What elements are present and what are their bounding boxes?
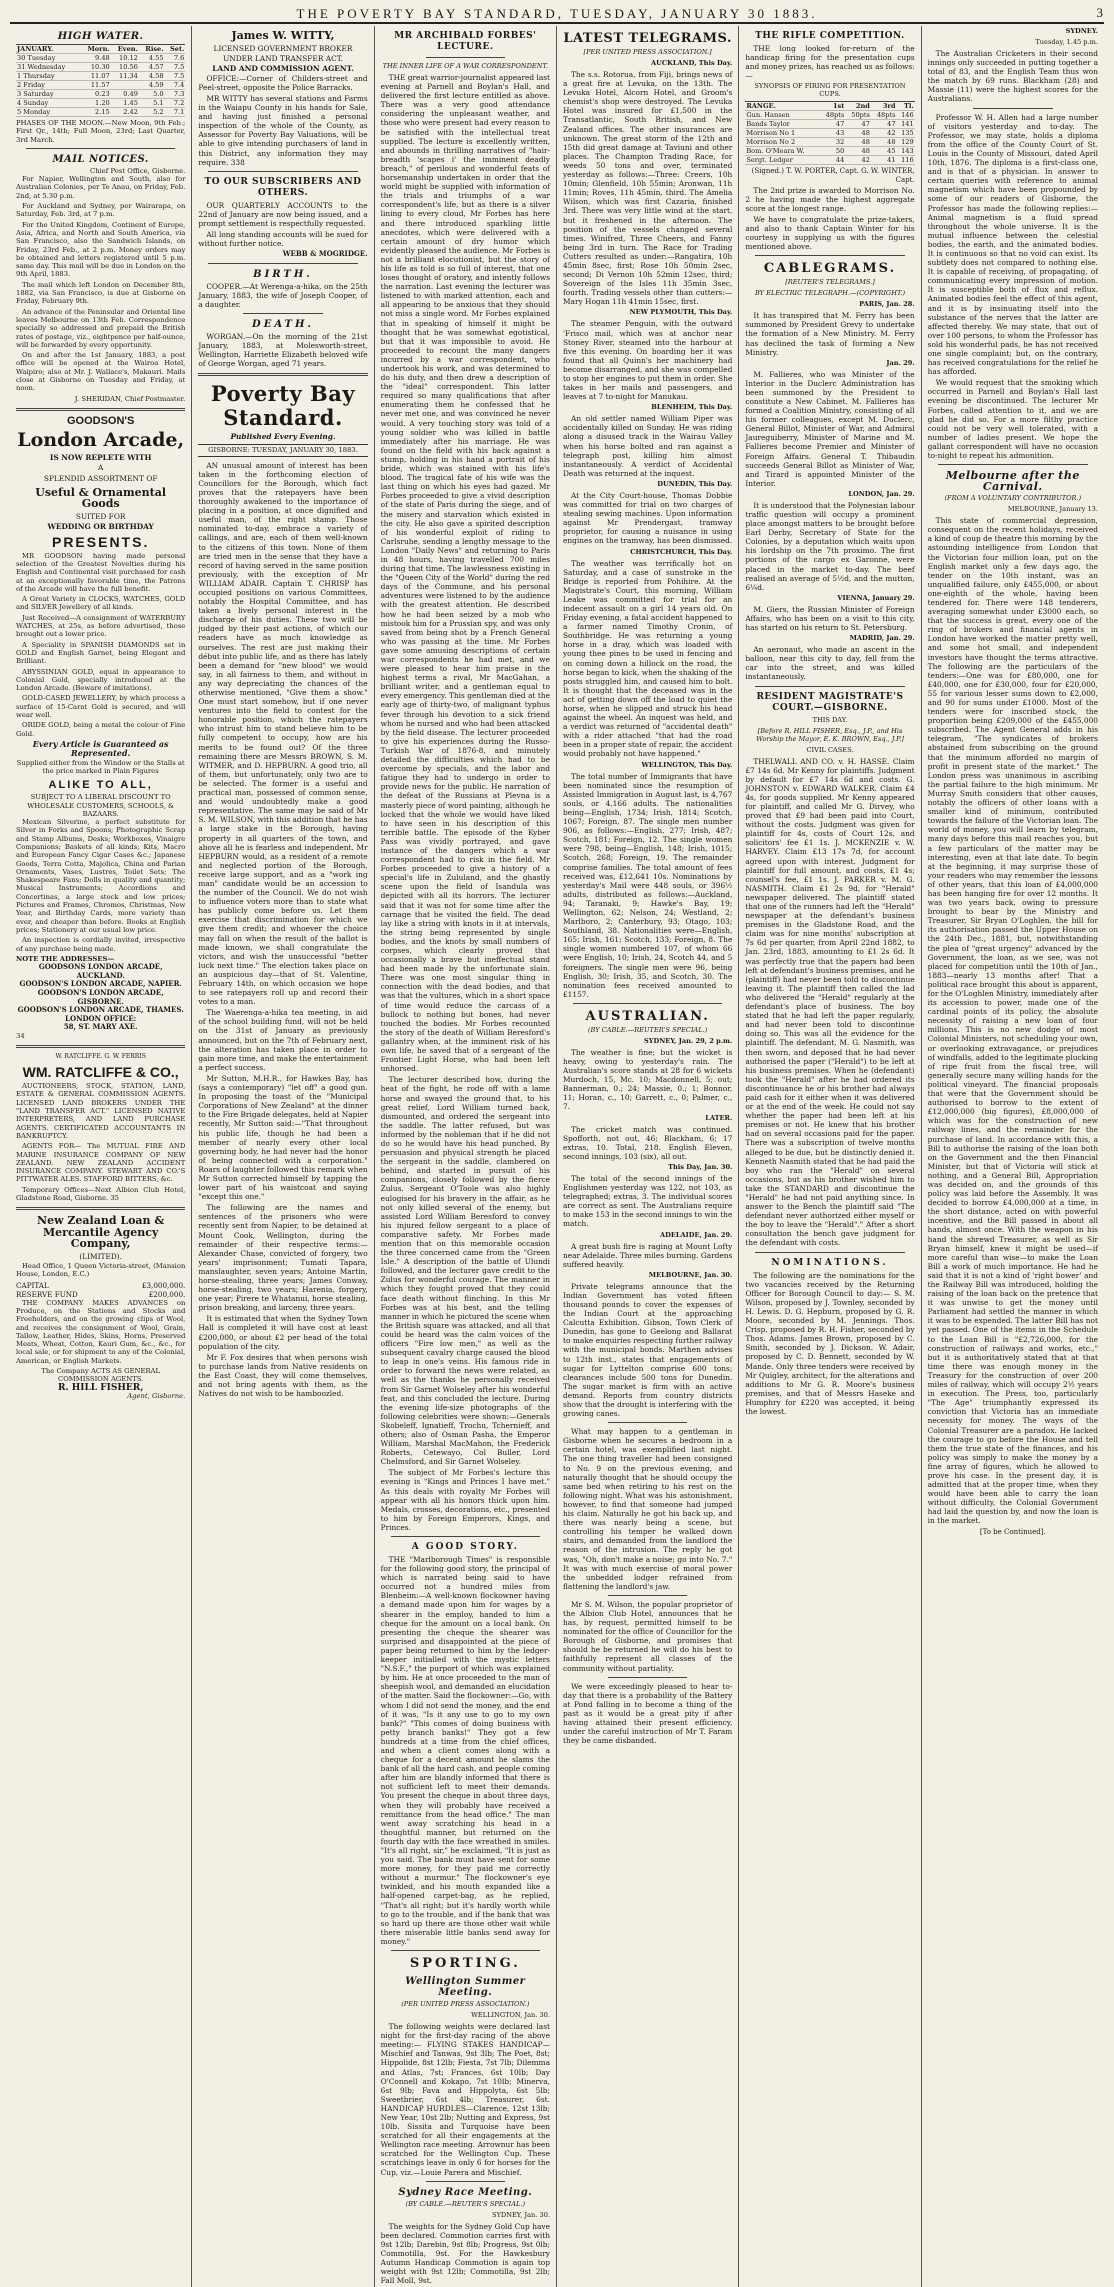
leader-paragraph: The Waerenga-a-hika tea meeting, in aid of the school building fund, will not be held on the 31st of January as previously announced, but on the 7th of February next, the alteration has taken place in order to gain more time, and make the entertainment a perfect success.	[198, 1008, 368, 1072]
table-cell: 45	[871, 147, 897, 156]
table-cell: 5.2	[139, 108, 165, 117]
rifle-competition-heading: THE RIFLE COMPETITION.	[755, 31, 905, 41]
column-2	[192, 26, 374, 2287]
australian-dateline: SYDNEY, Jan. 29, 2 p.m.	[644, 1036, 733, 1045]
page-number: 3	[1096, 5, 1104, 20]
table-cell: 44	[820, 156, 846, 165]
nominations-body: The following are the nominations for the two vacancies received by the Returning Officer for Borough Council to day:— S. M. Wilson, proposed by J. Townley, seconded by H. Lewis. D. G. Hepburn, proposed by G. R. Moore, seconded by M. Jennings. Thos. Crisp, proposed by R. H. Fisher, seconded by Thos. Adams. James Brown, proposed by C. Smith, seconded by J. Dickson. W. Adair, proposed by C. D. Bennett, seconded by W. Mande. Only three tenders were received by Mr Quigley, architect, for the alterations and additions to Mr G. R. Moore's business premises, and that of Messrs Haseke and Humphry for £220 was accepted, it being the lowest.	[745, 1270, 915, 1416]
telegram-body: At the City Court-house, Thomas Dobbie was committed for trial on two charges of stealing sewing machines. Upon information against Mr Prendergast, tramway proprietor, for causing a nuisance in using engines on the tramway, has been dismissed.	[562, 490, 733, 546]
cablegram-dateline: PARIS, Jan. 28.	[859, 300, 915, 309]
goodson-london-address: 58, ST. MARY AXE.	[63, 1022, 138, 1032]
table-cell: 47	[820, 120, 846, 129]
goodson-assortment: SPLENDID ASSORTMENT OF	[43, 473, 158, 483]
sydney-dateline: SYDNEY.	[1065, 27, 1098, 35]
goodson-paragraph: MR GOODSON having made personal selection of the Greatest Novelties during his English and Continental visit purchased for cash at an exceptionally favorable time, the Patrons of the Arcade will have the full benefit.	[16, 551, 186, 593]
table-row	[16, 63, 185, 72]
ratcliffe-partners: W. RATCLIFFE. G. W. FERRIS	[55, 1053, 146, 1061]
rifle-signed: (Signed.) T. W. PORTER, Capt. G. W. WINTER, Capt.	[751, 167, 915, 185]
goodson-presents: PRESENTS.	[51, 533, 150, 550]
witty-office: OFFICE:—Corner of Childers-street and Peel-street, opposite the Police Barracks.	[198, 73, 368, 92]
rifle-results-table	[745, 101, 914, 165]
melbourne-dateline: MELBOURNE, January 13.	[1007, 505, 1098, 514]
goodson-occasions: WEDDING OR BIRTHDAY	[47, 521, 154, 531]
telegram-body: The steamer Penguin, with the outward 'Frisco mail, which was at anchor near Stoney River, steamed into the harbour at five this evening. On boarding her it was found that all Quinn's her machinery had become disarranged, and she was compelled to stop her engines to put them in order. She takes in her mails and passengers, and leaves at 7 to-night for Manukau.	[562, 319, 733, 402]
rifle-note: The 2nd prize is awarded to Morrison No. 2 he having made the highest aggregate score at the longest range.	[745, 185, 915, 213]
witty-role-2: UNDER LAND TRANSFER ACT.	[223, 53, 343, 63]
table-row	[745, 111, 914, 120]
divider	[573, 1003, 722, 1004]
rifle-header: Tl.	[897, 102, 915, 111]
cablegrams-sub-1: [REUTER'S TELEGRAMS.]	[785, 278, 875, 287]
telegram-dateline: CHRISTCHURCH, This Day.	[630, 547, 733, 556]
sydney-cricket-body: The Australian Cricketers in their second innings only succeeded in putting together a total of 83, and the English Team thus won the match by 69 runs. Blackham (28) and Massie (11) were the highest scores for the Australians.	[927, 49, 1098, 104]
mail-notice-paragraph: For Napier, Wellington and South, also for Australian Colonies, per Te Anau, on Friday, Feb. 2nd, at 5.30 p.m.	[16, 175, 186, 200]
rifle-header: 3rd	[871, 102, 897, 111]
table-row	[745, 156, 914, 165]
divider	[243, 313, 322, 314]
divider	[16, 1045, 185, 1048]
cablegram-dateline: Jan. 29.	[886, 358, 915, 367]
rifle-header: 1st	[820, 102, 846, 111]
wellington-meeting-body: The following weights were declared last night for the first-day racing of the above meeting:— FLYING STAKES HANDICAP—Mischief and Tanwas, 9st 3lb; The Poet, 8st; Hippolide, 8st 12lb; Fiesta, 7st 7lb; Dilemma and Atlas, 7st; Frances, 6st 10lb; Day O'Connell and Kokapo, 7st 10lb; Minerva, 6st 9lb; Fava and Hippolyta, 6st 5lb; Sweetbrier, 6st 4lb; Treasurer, 6st. HANDICAP HURDLES—Clarence, 12st 13lb; New Year, 10st 2lb; Nutting and Express, 9st 10lb. Sissita and Turquoise have been scratched for all their engagements at the Wellington race meeting. Arrownur has been scratched for the Wellington Cup. These scratchings leave in only 6 for horses for the Cup, viz.—Louie Parera and Mischief.	[380, 2022, 550, 2177]
goodson-stock: Mexican Silverine, a perfect substitute for Silver in Forks and Spoons; Photographic Scrap and Stamp Albums, Desks; Workboxes, Vinaigre Companions; Baskets of all kinds; Kits, Macro and European Fancy Cigar Cases &c.; Japanese Goods, Terra Cotta, Majolica, China and Parian Ornaments, Vases, Lustres, Toilet Sets; The Shakespeare Fans; Dolls in quality and quantity; Musical Instruments; Accordions and Concertinas, a large stock and low prices; Pictures and Frames, Chromos, Christmas, New Year, and Birthday Cards, more variety than ever, and cheaper than before. Books at English prices; Stationery at our usual low price.	[16, 818, 186, 934]
table-row	[745, 129, 914, 138]
leader-paragraph: AN unusual amount of interest has been taken in the forthcoming election of Councillors for the Borough, which fact proves that the ratepayers have been thoroughly awakened to the importance of placing in a position, at once dignified and useful man, of the right stamp. Those nominated to-day, embrace a variety of callings, and are, each of them well-known to the citizens of this town. None of them are tried men in the sense that they have a record of having served in the same position previously, with the exception of Mr WILLIAM ADAIR. Captain T. CHRISP has occupied positions on various Committees, notably the Hospital Committee, and has taken a lively personal interest in the discharge of his duties. These two will be judged by their past actions, of which our readers have as much knowledge as ourselves. The rest are just making their début into public life, and as there has lately been a demand for "new blood" we would say, in all fairness to them, and without in any way depreciating the chances of the otherwise mentioned, "Give them a show." One must start somehow, but if one never ventures into the field to contest for the honorable position, which the ratepayers who intrust him to stand believe him to be fully competent to occupy, how are his merits to be found out? Of the three remaining there are Messrs BROWN, S. M. WITMER, and D. HEPBURN. A good trio, all of them, but unfortunately, only two are to be selected. The former is a useful and practical man, possessed of common sense, and would undoubtedly make a good representative. The same may be said of Mr S. M. WILSON, with this addition that he has a large stake in the Borough, having property in all quarters of the town, and above all he is fearless and independent. Mr HEPBURN would, as a resident of a remote and neglected portion of the Borough, receive large support, and as a "work ing man" candidate would be an accession to the number of the Council. We do not wish to influence voters more than to state what has publicly come before us. Let them exercise that discrimination for which we give them credit; and whoever the choice may fall on when the result of the ballot is made known, we shall congratulate the victors, and wish the unsuccessful "better luck next time." The election takes place on an auspicious day—that of St. Valentine, February 14th, on which occasion we hope to see ratepayers roll up and record their votes to a man.	[198, 460, 368, 1007]
subscribers-body-2: All long standing accounts will be sued for without further notice.	[198, 230, 368, 249]
high-water-table	[16, 44, 185, 117]
table-cell: 1.45	[111, 99, 139, 108]
good-story-body: THE "Marlborough Times" is responsible for the following good story, the principal of which is narrated being said to have occurred not a hundred miles from Blenheim:—A well-known flockowner having a demand made upon him for wages by a shearer in the employ, handed to him a cheque for the amount on a local bank. On presenting the cheque the shearer was surprised and disappointed at the piece of paper being returned to him by the ledger-keeper initialled with the mystic letters "N.S.F.," the purport of which was explained by him. He at once proceeded to the man of sheepish wool, and demanded an elucidation of the matter. Said the flockowner:—Go, with whom I did not send the money, and the end of it was, "Is it any use to go to my own bank?" "This comes of doing business with petty branch banks!" They got a few hundreds at a time from the chief offices, and when a client comes along with a cheque for a decent amount he slams the bank of all the hard cash, and people coming after him are blandly informed that there is not sufficient left to meet their demands. You present the cheque in about three days, when they will probably have received a remittance from the head office." The man went away scratching his head in a thoughtful manner, but returned on the fourth day with the face wreathed in smiles. "It's all right, sir," he exclaimed, "It is just as you said. The bank must have sent for some more money, for they paid me correctly without a murmur." The flockowner's eye twinkled, and his mouth expanded like a half-opened carpet-bag, as he replied, "That's all right; but it's hardly worth while to go to the trouble, and if the bank that was so hard up there are those other wait while there miserable little banks send away for money."	[380, 1555, 550, 1946]
column-1	[10, 26, 192, 2287]
table-cell: 4.58	[139, 72, 165, 81]
court-heading: RESIDENT MAGISTRATE'S COURT.—GISBORNE.	[756, 691, 904, 713]
goodson-proprietor: GOODSON'S	[66, 414, 135, 427]
high-water-heading: HIGH WATER.	[57, 31, 144, 42]
australian-body: We were exceedingly pleased to hear to-day that there is a probability of the Battery at Pond falling in to become a thing of the past as it would be a great pity if after having attained their present efficiency, under the careful instruction of Mr T. Faram they be came disbanded.	[562, 1681, 733, 1746]
table-cell: 7.5	[165, 72, 186, 81]
goodson-london-office: LONDON OFFICE:	[65, 1013, 137, 1023]
reserve-value: £200,000.	[148, 1289, 186, 1299]
goodson-ad-number: 34	[16, 1031, 25, 1040]
table-cell: Sergt. Ledger	[745, 156, 819, 165]
leader-paragraph: Mr F. Fox desires that when persons wish to purchase lands from Native residents on the East Coast, they will come themselves, and not bring agents with them, as the Natives do not wish to be hamboozled.	[198, 1352, 368, 1399]
rifle-intro: THE long looked for-return of the handicap firing for the presentation cups and money prizes, has reached us as follows:—	[745, 44, 915, 81]
australian-body: What may happen to a gentleman in Gisborne when he secures a bedroom in a certain hotel, was exemplified last night. The one thing traveller had been consigned to No. 9 on the previous evening, and naturally thought that he should occupy the same bed when retiring to his rest on the following night. What was his astonishment, however, to find that someone had jumped his claim. Naturally he got his back up, and there was nearly being a scene, but controlling his temper he walked down stairs, and demanded from the landlord the reason of the intrusion. The reply he got was, "Oh, don't make a noise; go into No. 7." It was with much exercise of moral power the unbedded lodger refrained from flattening the landlord's jaw.	[562, 1427, 733, 1591]
high-water-header: Rise.	[139, 45, 165, 54]
death-body: WORGAN.—On the morning of the 21st January, 1883, at Molesworth-street, Wellington, Harriette Elizabeth beloved wife of George Worgan, aged 71 years.	[198, 332, 368, 369]
australian-dateline: This Day, Jan. 30.	[668, 1162, 733, 1171]
high-water-header: JANUARY.	[16, 45, 80, 54]
table-cell: 7.3	[165, 90, 186, 99]
mail-notice-paragraph: On and after the 1st January, 1883, a post office will be opened at the Wairoa Hotel, Waipiro; also at Mr. J. Wallace's, Makauri. Mails close at Gisborne on Tuesday and Friday, at noon.	[16, 351, 186, 393]
australian-list	[563, 1037, 732, 1745]
leader-article	[198, 461, 367, 1399]
goodson-supplied: Supplied either from the Window or the Stalls at the price marked in Plain Figures	[16, 759, 185, 776]
table-cell: 0.49	[111, 90, 139, 99]
goodson-paragraph: ABYSSINIAN GOLD, equal in appearance to Colonial Gold, specially introduced at the London Arcade. (Beware of imitations).	[16, 667, 186, 693]
divider	[755, 255, 904, 256]
issue-dateline: GISBORNE: TUESDAY, JANUARY 30, 1883.	[198, 444, 367, 457]
table-cell: 2.15	[80, 108, 111, 117]
subscribers-body: OUR QUARTERLY ACCOUNTS to the 22nd of January are now being issued, and a prompt settlement is respectfully requested.	[198, 200, 368, 228]
table-cell: 11.57	[80, 81, 111, 90]
table-cell: 7.2	[165, 99, 186, 108]
subscribers-signature: WEBB & MOGRIDGE.	[282, 249, 368, 259]
table-cell: 10.56	[111, 63, 139, 72]
sydney-time: Tuesday, 1.45 p.m.	[1035, 38, 1098, 46]
published-line: Published Every Evening.	[230, 432, 336, 442]
telegram-body: The s.s. Rotorua, from Fiji, brings news of a great fire at Levuka, on the 13th. The Levuka Hotel, Alcorn Hotel, and Groom's chemist's shop were destroyed. The Levuka Hotel was insured for £1,500 in the Transatlantic, South British, and New Zealand offices. The other insurances are unknown. The great storm of the 12th and 15th did great damage at Taviuni and other places. The Champion Trading Race, for weeds 50 tons and over, terminated yesterday as follows:—Three: Creers, 10h 10min; Glenfield, 10h 55min; Aronwan, 11h 11min; Roves, 11h 45min, third. The Amelia Wilson, which was first Cazaria, finished 3rd. There was very little wind at the start, but it freshened in the afternoon. The position of the vessels changed several times. Winifred, Three Cheers, and Fanny being 3rd in turn. The Race for Trading Cutters resulted as under:—Rangatira, 10h 45min 8sec, first; Rose 10h 50min 2sec, second; Di Vernon 10h 52min 12sec, third; Sovereign of the Isles 11h 35min 3sec, fourth. Trading vessels other than cutters:—Mary Hogan 11h 41min 15sec, first.	[562, 70, 733, 307]
leader-paragraph: Mr Sutton, M.H.R., for Hawkes Bay, has (says a contemporary) "let off" a good gun. In proposing the toast of the "Municipal Corporations of New Zealand" at the dinner to the Fire Brigade delegates, held at Napier recently, Mr Sutton said:—"That throughout his public life, though he had been a member of nearly every other local governing body, he had never had the honor of being connected with a corporation." Roars of laughter followed this remark when Mr Sutton corrected himself by tapping the lower part of his waistcoat and saying "except this one."	[198, 1073, 368, 1202]
wellington-press-line: (PER UNITED PRESS ASSOCIATION.)	[401, 2000, 530, 2009]
rifle-header: RANGE.	[745, 102, 819, 111]
cablegrams-list	[745, 300, 914, 681]
cablegram-body: M. Fallieres, who was Minister of the Interior in the Duclerc Administration has been summoned by the President to constitute a New Cabinet. M. Fallieres has formed a Coalition Ministry, consisting of all his former colleagues, except M. Duclerc, General Billot, Minister of War, and Admiral Jaureguiberry, Minister of Marine and M. Fallieres become Premier and Minister of Foreign Affairs. General T. Thibaudin succeeds General Billot as Minister of War, and Tirard is appointed Minister of the Interior.	[745, 369, 915, 488]
mail-notices-body	[16, 175, 185, 392]
table-cell: 47	[871, 120, 897, 129]
table-row	[16, 108, 185, 117]
wellington-dateline: WELLINGTON, Jan. 30.	[471, 2011, 550, 2020]
table-cell: 48pts	[820, 111, 846, 120]
cablegram-body: An aeronaut, who made an ascent in the balloon, near this city to day, fell from the car into the street, and was killed instantaneously.	[745, 645, 915, 682]
goodson-address: GOODSON'S LONDON ARCADE, NAPIER.	[19, 979, 182, 989]
postmaster-signature: J. SHERIDAN, Chief Postmaster.	[74, 394, 186, 403]
witty-name: James W. WITTY,	[231, 29, 335, 42]
table-cell	[111, 81, 139, 90]
to-be-continued: [To be Continued].	[979, 1527, 1046, 1536]
goodson-note: NOTE THE ADDRESSES—	[16, 954, 115, 963]
masthead	[10, 4, 1104, 24]
divider	[426, 2181, 505, 2182]
australian-heading: AUSTRALIAN.	[585, 1008, 710, 1024]
table-cell: 9.48	[80, 54, 111, 63]
goodson-paragraph: A Great Variety in CLOCKS, WATCHES, GOLD and SILVER Jewellery of all kinds.	[16, 595, 186, 612]
table-row	[16, 81, 185, 90]
telegram-body: The total number of Immigrants that have been nominated since the resumption of Assisted Immigration in August last, is 4,767 souls, or 4,166 adults. The nationalities being—English, 1734; Irish, 1814; Scotch, 1067; Foreign, 87. The single men number 906, as follows:—English, 277; Irish, 487; Scotch, 181; Foreign, 12. The single women were 798, being—English, 148; Irish, 1015; Scotch, 268; Foreign, 19. The remainder comprise families. The total amount of fees received was, £12,641 10s. Nominations by yesterday's Mail were 448 souls, or 396½ adults, distributed as follows:—Auckland, 94; Taranaki, 9; Hawke's Bay, 19; Wellington, 62; Nelson, 24; Westland, 2; Marlboro, 2; Canterbury, 93; Otago, 103; Southland, 38. Nationalities were—English, 165; Irish, 161; Scotch, 133; Foreign, 8. The single women numbered 107, of whom 66 were English, 10; Irish, 24, Scotch 44, and 5 foreigners. The single men were 96, being English, 30; Irish, 35, and Scotch, 30. The nomination fees received amounted to £1157.	[562, 771, 733, 999]
australian-body: The cricket match was continued. Spofforth, not out, 46; Blackham, 6; 17 extras, 10. Total, 218. English Eleven, second innings, 103 (six), all out.	[562, 1124, 733, 1161]
table-cell: Gun. Hansen	[745, 111, 819, 120]
table-cell: 7.1	[165, 108, 186, 117]
telegram-dateline: WELLINGTON, This Day.	[641, 760, 733, 769]
professor-allen-body: Professor W. H. Allen had a large number of visitors yesterday and to-day. The Professor, we may state, holds a diploma from the office of the County Court of St. Louis in the County of Missouri, dated April 10th, 1876. The diploma is a first-class one, and is that of a physician. In answer to certain queries with reference to animal magnetism which have been propounded by some of our readers of Gisborne, the Professor has made the following replies:—Animal magnetism is a fluid spread throughout the whole universe. It is the mutual influence between the celestial bodies, the earth, and the animated bodies. It is continuous so that no void can exist. Its subtlety does not compared to nothing else. It is capable of receiving, of propagating, of communicating every impression of motion. It is susceptible both of flux and reflux. Animated bodies feel the effect of this agent, and it is by insinuating itself into the substance of the nerves that the latter are affected thereby. We may state, that out of over 100 persons, to whom the Professor has sold his wonderful pads, he has not received one single complaint; but, on the contrary, has received congratulations for the relief he has afforded.	[927, 112, 1098, 377]
australian-body: Private telegrams announce that the Indian Government has voted fifteen thousand pounds to cover the expenses of the Indian Court at the approaching Calcutta Exhibition. Gibson, Town Clerk of Dunedin, has gone to Geelong and Ballarat to make enquiries respecting further railway with the municipal bonds. Marthen advises to 12th inst., states that engagements of sugar for Lyttelton comprise 600 tons; clearances include 500 tons for Dunedin. The sugar market is firm with an active demand. Reports from country districts show that the drought is interfering with the growing canes.	[562, 1281, 733, 1419]
goodson-guarantee: Every Article is Guaranteed as Represented.	[32, 738, 169, 758]
lecture-paragraph: The lecturer described how, during the heat of the fight, he rode off with a lame horse and swayed the ground that, to his great relief, Lord William turned back, dismounted, and ordered the sergeant into the saddle. The latter refused, but was informed by the nobleman that if he did not do so he would have his head punched. By persuasion and physical strength he placed the sergeant in the saddle, clambered on behind, and started in pursuit of his companions, closely followed by the fierce Zulus. Sergeant O'Toole was also highly eulogised for his bravery in the affair, as he not only killed several of the enemy, but assisted Lord William Beresford to convey his injured fellow sergeant to a place of comparative safety. Mr Forbes made mention that on this memorable occasion the three concerned came from the "Green Isle." A description of the battle of Ulundi followed, and the lecturer gave credit to the Zulus for wonderful courage. The manner in which they fought proved that they could face death without flinching. In this Mr Forbes was at his best, and the telling manner in which he pictured the scene when the British square was attacked, and all that could be heard was the calm voices of the officers "Fire low men," as well as the subsequent cavalry charge caused the blood to leap in one's veins. His famous ride in order to forward the news were related, as well as the thanks he personally received from Sir Garnet Wolseley after his wonderful feat, and this concluded the lecture. During the evening life-size photographs of the following celebrities were shown:—Generals Skobeleff, Ignatieff, Trochu, Tchernieff, and others; also of Osman Pasha, the Emperor William, Marshal MacMahon, the Frederick Roberts, Cetewayo, Col Buller, Lord Chelmsford, and Sir Garnet Wolseley.	[380, 1075, 550, 1467]
loan-agent-name: R. HILL FISHER,	[58, 1382, 144, 1393]
table-cell: 1.20	[80, 99, 111, 108]
table-cell: Morrison No 2	[745, 138, 819, 147]
cablegram-dateline: MADRID, Jan. 29.	[849, 634, 915, 643]
table-cell: 135	[897, 129, 915, 138]
ratcliffe-title: WM. RATCLIFFE & CO.,	[22, 1064, 179, 1081]
sydney-race-dateline: SYDNEY, Jan. 30.	[492, 2210, 550, 2219]
table-cell: 48	[845, 138, 871, 147]
goodson-suited: SUITED FOR	[75, 511, 126, 521]
table-cell: 3 Saturday	[16, 90, 80, 99]
sydney-race-heading: Sydney Race Meeting.	[398, 2186, 533, 2198]
ratcliffe-offices: Temporary Offices—Next Albion Club Hotel, Gladstone Road, Gisborne. 35	[16, 1185, 186, 1203]
witty-role-3: LAND AND COMMISSION AGENT.	[212, 63, 354, 73]
sydney-reuter-line: (BY CABLE.—REUTER'S SPECIAL.)	[405, 2199, 526, 2208]
table-cell: 141	[897, 120, 915, 129]
table-row	[16, 72, 185, 81]
cablegram-dateline: LONDON, Jan. 29.	[848, 489, 915, 498]
table-cell: 5.0	[139, 90, 165, 99]
sporting-heading: SPORTING.	[409, 1956, 521, 1972]
telegram-body: An old settler named William Piper was accidentally killed on Sunday. He was riding along a disused track in the Wairau Valley when his horse bolted and ran against a telegraph post, killing him almost instantaneously. A verdict of Accidental Death was returned at the inquest.	[562, 414, 733, 478]
goodson-paragraph: A Speciality in SPANISH DIAMONDS set in GOLD and English Garnet, being Elegant and Brilliant.	[16, 640, 186, 666]
goodson-alike: ALIKE TO ALL,	[48, 778, 153, 791]
australian-dateline: LATER.	[705, 1113, 733, 1122]
ratcliffe-agents: AGENTS FOR— The MUTUAL FIRE AND MARINE INSURANCE COMPANY OF NEW ZEALAND. NEW ZEALAND ACCIDENT INSURANCE COMPANY. STEWART AND CO.'S PITTWATER ALES. STAFFORD BITTERS, &c.	[16, 1142, 186, 1184]
high-water-header: Set.	[165, 45, 186, 54]
table-cell: 116	[897, 156, 915, 165]
australian-dateline: ADELAIDE, Jan. 29.	[660, 1230, 733, 1239]
australian-body: Mr S. M. Wilson, the popular proprietor of the Albion Club Hotel, announces that he has, by request, permitted himself to be nominated for the office of Councillor for the Borough of Gisborne, and promises that should he be returned he will do his best to faithfully represent all classes of the community without partiality.	[562, 1599, 733, 1673]
table-cell: 5.1	[139, 99, 165, 108]
cablegrams-heading: CABLEGRAMS.	[763, 261, 897, 277]
divider	[16, 1207, 185, 1210]
divider	[16, 408, 185, 411]
rifle-synopsis: SYNOPSIS OF FIRING FOR PRESENTATION CUPS.	[754, 82, 906, 99]
table-cell: 0.23	[80, 90, 111, 99]
australian-body: A great bush fire is raging at Mount Lofty near Adelaide. Three miles burning. Gardens suffered heavily.	[562, 1241, 733, 1269]
loan-reserve-row	[16, 1290, 185, 1299]
divider	[608, 1422, 687, 1423]
table-cell: 4.59	[139, 81, 165, 90]
high-water-header: Even.	[111, 45, 139, 54]
table-row	[16, 54, 185, 63]
divider	[938, 464, 1088, 465]
goodson-paragraph: ORIDE GOLD, being a metal the colour of Fine Gold.	[16, 721, 186, 738]
column-6	[922, 26, 1104, 2287]
table-cell: 2 Friday	[16, 81, 80, 90]
column-4	[557, 26, 739, 2287]
birth-body: COOPER.—At Werenga-a-hika, on the 25th January, 1883, the wife of Joseph Cooper, of a daughter.	[198, 281, 368, 310]
subscribers-heading: TO OUR SUBSCRIBERS AND OTHERS.	[204, 176, 362, 198]
mail-notice-paragraph: An advance of the Peninsular and Oriental line leaves Melbourne on 13th Feb. Correspondence specially so addressed and prepaid the British rates of postage, viz., eightpence per half-ounce, will be forwarded by every opportunity.	[16, 307, 186, 349]
table-row	[745, 147, 914, 156]
loan-head-office: Head Office, 1 Queen Victoria-street, (Mansion House, London, E.C.)	[16, 1262, 186, 1279]
divider	[755, 1252, 904, 1253]
london-arcade-title: London Arcade,	[17, 429, 185, 452]
table-cell: 5 Monday	[16, 108, 80, 117]
table-cell: 48	[845, 129, 871, 138]
divider	[426, 57, 505, 58]
table-cell: 48	[845, 147, 871, 156]
death-heading: DEATH.	[252, 319, 314, 331]
mail-notice-paragraph: For Auckland and Sydney, per Wairarapa, on Saturday, Feb. 3rd, at 7 p.m.	[16, 202, 186, 219]
nominations-heading: NOMINATIONS.	[771, 1257, 889, 1268]
witty-role-1: LICENSED GOVERNMENT BROKER	[213, 43, 353, 53]
mail-notices-heading: MAIL NOTICES.	[52, 153, 149, 165]
table-cell: 7.4	[165, 81, 186, 90]
melbourne-sub: (FROM A VOLUNTARY CONTRIBUTOR.)	[944, 494, 1082, 503]
table-cell: 47	[845, 120, 871, 129]
telegrams-press-line: [PER UNITED PRESS ASSOCIATION.]	[583, 48, 712, 56]
leader-paragraph: It is estimated that when the Sydney Town Hall is completed it will have cost at least £200,000, or about £2 per head of the total population of the city.	[198, 1314, 368, 1351]
goodson-goods: Useful & Ornamental Goods	[35, 485, 167, 511]
rifle-header: 2nd	[845, 102, 871, 111]
goodson-paragraph: GOLD-CASED JEWELLERY, by which process a surface of 15-Carat Gold is secured, and will wear well.	[16, 694, 186, 719]
table-cell: 4 Sunday	[16, 99, 80, 108]
sydney-race-body: The weights for the Sydney Gold Cup have been declared. Commotion carries first with 9st 12lb; Darebin, 9st 8lb; Progress, 9st 0lb; Commotilla, 9st. For the Hawkesbury Autumn Handicap Commotion is again top weight with 9st 12lb; Commotilla, 9st 2lb; Fall Moll, 9st.	[380, 2221, 550, 2286]
melbourne-heading: Melbourne after the Carnival.	[945, 469, 1080, 494]
loan-agency: The Company ACTS AS GENERAL COMMISSION AGENTS.	[41, 1367, 160, 1384]
ratcliffe-body: AUCTIONEERS, STOCK, STATION, LAND, ESTATE & GENERAL COMMISSION AGENTS. LICENSED LAND BROKERS UNDER THE "LAND TRANSFER ACT." LICENSED NATIVE INTERPRETERS, AND LAND PURCHASE AGENTS. CERTIFICATED ACCOUNTANTS IN BANKRUPTCY.	[16, 1082, 186, 1140]
forbes-lecture-body	[381, 73, 550, 1532]
divider	[973, 108, 1053, 109]
divider	[26, 148, 175, 149]
latest-telegrams-heading: LATEST TELEGRAMS.	[563, 31, 732, 46]
lecture-paragraph: THE great warrior-journalist appeared last evening at Parnell and Boylan's Hall, and delivered the first lecture entitled as above. There was a very good attendance considering the unpleasant weather, and those who were present had every reason to be satisfied with the intellectual treat supplied. The lecture is excellently written, and abounds in thrilling narratives of "hair-breadth 'scapes i' the imminent deadly breach," of perilous and wonderful feats of horsemanship undertaken in order that the world might be supplied with information of the trials and triumphs of a war correspondent's life, but as there is a silver lining to every cloud, Mr Forbes has here and there introduced sparkling little anecdotes, which were delivered with a certain amount of dry humor which evidently pleased the audience. Mr Forbes is not a brilliant elocutionist, but the story of his life as told is so full of interest, that one loses thought of oratory, and intently follows the narration. Last evening the lecturer was listened to with marked attention, each and all appearing to be anxious that they should not miss a single word. Mr Forbes explained that in speaking of himself it might be thought that he was somewhat egotistical, but that it was impossible to avoid. He proceeded to recount the many dangers incurred by a war correspondent, who undertook his work, and was determined to do his duty, and then drew a description of the "ideal" correspondent. This latter required so many qualifications that after enumerating them he confessed that he never met one, and was convinced he never would. A very touching story was told of a young soldier who was killed in battle immediately after his marriage. He was found on the field with his back against a stump, holding in his hand a portrait of his bride, which was stained with his life's blood. The tragical fate of his wife was the last thing on which his eyes had gazed. Mr Forbes proceeded to give a vivid description of the state of Paris during the siege, and of the misery and starvation which existed in the city. He also gave a spirited description of his wonderful exploit of riding to Carlsruhe, sending a lengthy message to the London "Daily News" and returning to Paris in 48 hours, having travelled 700 miles during that time. The lawlessness existing in the "Queen City of the World" during the red days of the Commune, and his personal adventures were listened to by the audience with the greatest attention. He described how he had been seized by a mob who mistook him for a Prussian spy, and was only saved from being shot by a French General who was passing at the time. Mr Forbes gave some amusing descriptions of certain war correspondents he had met, and we were pleased to hear him praise in the highest terms a rival, Mr MacGahan, a brilliant writer, and a gentleman equal to every emergency. This gentleman died at the early age of thirty-two, of malignant typhus fever through his devotion to a sick friend whom he nursed and who had been attacked by the field disease. The lecturer proceeded to give his experiences during the Russo-Turkish War of 1876-8, and minutely detailed the difficulties which had to be overcome by specials, and the labor and fatigue they had to undergo in order to provide news for the public. He narration of the defeat of the Russians at Plevna is a masterly piece of word painting, although he locked that the whole we would have liked to have seen in his description of this terrible battle. The episode of the Kyber Pass was vividly portrayed, and gave instance of the dangers which a war correspondent had to risk in the field. Mr Forbes proceeded to give a history of a special's life in Zululand, and the ghastly scene upon the field of Isandula was depicted with all its horrors. The lecturer said that it was not for some time after the carnage that he visited the field. The dead lay like a string with knots in it at intervals, the string being represented by single bodies, and the knots by small numbers of corpses, which clearly proved that occasionally a brave but ineffectual stand had been made by the unfortunate slain. There was one most singular thing in connection with the dead bodies, and that was that the vultures, which in a short space of time would reduce the carcass of a bullock to nothing but bones, had never touched the bodies. Mr Forbes recounted the story of the death of William Beresford's gallantry when, at the imminent risk of his own life, he saved that of a sergeant of the Frontier Light Horse, who had been left unhorsed.	[380, 73, 550, 1074]
divider	[755, 686, 904, 687]
table-cell: 41	[871, 156, 897, 165]
australian-reuter-line: (BY CABLE.—REUTER'S SPECIAL.)	[587, 1025, 708, 1034]
divider	[208, 263, 357, 264]
goodson-body	[16, 552, 185, 738]
divider	[208, 171, 357, 172]
table-cell: 42	[845, 156, 871, 165]
table-row	[16, 90, 185, 99]
court-before: [Before R. HILL FISHER, Esq., J.P., and His Worship the Mayor, E. K. BROWN, Esq., J.P.]	[756, 726, 904, 743]
table-cell: 10.30	[80, 63, 111, 72]
cablegram-body: It is understood that the Polynesian labour traffic question will occupy a prominent place amongst matters to be brought before Earl Derby, Secretary of State for the Colonies, by a deputation which waits upon his lordship on the 7th proximo. The first portions of the cargo ex Garonne, were placed in the market to-day. The beef realised an average of 5½d, and the mutton, 6¼d.	[745, 500, 915, 592]
goodson-tagline: IS NOW REPLETE WITH	[49, 453, 152, 463]
telegram-dateline: NEW PLYMOUTH, This Day.	[629, 308, 733, 317]
table-cell: 48pts	[871, 111, 897, 120]
loan-company-title: New Zealand Loan & Mercantile Agency Company,	[37, 1214, 165, 1251]
table-cell: 32	[820, 138, 846, 147]
table-row	[745, 120, 914, 129]
post-office-label: Chief Post Office, Gisborne.	[90, 166, 186, 175]
mail-notice-paragraph: The mail which left London on December 8th, 1882, via San Francisco, is due at Gisborne on Friday, February 9th.	[16, 280, 186, 306]
telegram-body: The weather was terrifically hot on Saturday, and a case of sunstroke in the Bridge is reported from Pohihire. At the Magistrate's Court, this morning, William Leake was committed for trial for an indecent assault on a girl 14 years old. On Friday evening, a fatal accident happened to a farmer named Timothy Cronin, of Southbridge. He was returning a young horse in a dray, which was loaded with young thee pines to be used in fencing and on coming down a hillock on the road, the horse began to kick, when the shaking of the posts struggled him, and caused him to bolt. It is thought that the deceased was in the act of getting down off the load to quiet the horse, when he slipped and struck his head against the wheel. An inquest was held, and a verdict was returned of "accidental death" with a rider attached "that had the road been in a proper state of repair, the accident would probably not have happened."	[562, 558, 733, 759]
capital-label: CAPITAL	[16, 1280, 49, 1290]
reserve-label: RESERVE FUND	[16, 1289, 78, 1299]
cablegram-dateline: VIENNA, January 29.	[837, 593, 915, 602]
table-cell: Bom. O'Meara W.	[745, 147, 819, 156]
lecture-paragraph: The subject of Mr Forbes's lecture this evening is "Kings and Princes I have met." As this deals with royalty Mr Forbes will appear with all his honors thick upon him. Medals, crosses, decorations, etc., presented to him by Foreign Emperors, Kings, and Princes.	[380, 1468, 550, 1532]
goodson-inspection: An inspection is cordially invited, irrespective of any purchase being made.	[16, 936, 186, 953]
table-cell: 7.5	[165, 63, 186, 72]
moon-phases: PHASES OF THE MOON.—New Moon, 9th Feb.; First Qr., 14th; Full Moon, 23rd; Last Quarter, 3rd March.	[16, 119, 186, 144]
table-cell: Morrison No 1	[745, 129, 819, 138]
divider	[608, 1595, 687, 1596]
goodson-subject: SUBJECT TO A LIBERAL DISCOUNT TO WHOLESALE CUSTOMERS, SCHOOLS, & BAZAARS.	[27, 793, 175, 818]
smoking-notice-body: We would request that the smoking which occurred in Parnell and Boylan's Hall last evening be discontinued. The lecturer Mr Forbes, called attention to it, and we are glad he did so. For a more filthy practice could not be very well tolerated, with a number of ladies present. We hope the gallant correspondent will have no occasion to-night to repeat his admonition.	[927, 378, 1098, 461]
goodson-address: GOODSON'S LONDON ARCADE, THAMES.	[17, 1005, 184, 1015]
court-civil-cases: CIVIL CASES.	[806, 745, 854, 754]
column-5	[739, 26, 921, 2287]
masthead-title: THE POVERTY BAY STANDARD, TUESDAY, JANUARY 30 1883.	[296, 6, 818, 21]
table-cell: 42	[871, 129, 897, 138]
table-cell: 129	[897, 138, 915, 147]
table-row	[16, 99, 185, 108]
australian-body: The weather is fine; but the wicket is heavy, owing to yesterday's rain. The Australian's score stands at 28 for 6 wickets Murdoch, 15, Mc. 10; Macdonnell, 5; out; Bannerman, 0.; 24; Massie, 0.; 1; Bonnor, 11; Horan, c., 10; Garrett, c., 0; Palmer, c., 7.	[562, 1047, 733, 1112]
table-cell: 1 Thursday	[16, 72, 80, 81]
court-day: THIS DAY.	[812, 715, 848, 724]
forbes-lecture-heading: MR ARCHIBALD FORBES' LECTURE.	[394, 31, 537, 52]
table-cell: 2.42	[111, 108, 139, 117]
wellington-meeting-heading: Wellington Summer Meeting.	[405, 1976, 526, 1999]
goodson-a: A	[97, 463, 104, 473]
table-cell: 50	[820, 147, 846, 156]
melbourne-body: This state of commercial depression, consequent on the recent holidays, received a kind of coup de theatre this morning by the astounding intelligence from London that the Victorian four million loan, put on the English market only a few days ago, the tender on the 10th instant, was an unqualified failure, only £455,000, or about one-eighth of the whole, having been tendered for. There were 148 tenderers, averaging somewhat under £3000 each, so that the success is great, every one of the ring of brokers and financial agents in London have worked the matter pretty well, and some hot small, and independent investors have thought the terms attractive. The following are the particulars of the tenders:—One was for £80,000, one for £40,000, one for £30,000, four for £20,000, 55 for various lesser sums down to £2,000, and 90 for sums under £1000. Most of the tenders were for inscribed stock, the proportion being £209,000 of the £455,000 subscribed. The Agent General adds in his telegram, "The syndicates of brokers abstained from subscribing on the ground that the minimum afforded no margin of profit in present state of the market." The London press was unanimous in ascribing the partial failure to the high minimum. Mr Murray Smith considers that other causes, notably the officers of other loans with a smaller kind of minimum, contributed towards the failure of the Victorian loan. The world of money, you will learn by telegram, many days before this mail reaches you, but a few particulars of the matter may be interesting, even at that late date. To begin at the beginning, it may surprise those of your readers who may remember the lessons of other years, that this loan of £4,000,000 has been hanging fire for over 12 months. It was two years back, owing to pressure brought to bear by the Ministry and Treasurer, Sir Bryan O'Loghlen, the bill for its authorisation passed the Upper House on the 24th Dec., 1881, but, notwithstanding the plea of "great urgency" advanced by the Government, the loan, as we see, was not placed for competition until the 10th of Jan., 1883—nearly 13 months after! That a political race brought this about is apparent, for the O'Loghlen Ministry, immediately after its accession to power, made one of the cardinal points of its policy, the absolute necessity of raising a new loan of four millions. This is no new dodge of most Colonial Ministers, not scheduling your own, or overlooking extravagance, or prejudices of windfalls, added to the legitimate plucking of ripe fruit from the fiscal tree, will generally secure many willing hands for the political vineyard. The financial proposals that were that the Government should be authorised to borrow to the extent of £12,000,000 (big figures), £8,000,000 of which was for the construction of new railway lines, and the remainder for the purchase of land. In accordance with this, a Bill to authorise the raising of the loan both on the Government and the then Financial Minister, but that of Victoria will stick at nothing, and a General Bill, Appropriation was decided on, and the grounds of this policy was laid before the Assembly. It was decided to borrow £4,000,000 at a time, in the short distance, acted on with powerful incentive, and the Bill passed in about all hands, almost once. With the weapon in his hand the shrewd Treasurer, as well as Sir Bryan himself, knew it might be used—if more careful than wise—to make the Loan Bill a work of much importance. He had he said that it is not a kind of 'right bower' and the Railway Bill was introduced, holding the raising of the loan back on the pretence that it was unwise to get the money until Parliament had settled the manner in which it was to be expended. The latter Bill has not yet passed. One of the items in the Schedule to the Loan Bill is "£2,726,000, for the construction of railways and works, etc.," but it is authoritatively stated that at that time there was enough money in the Treasury for the construction of over 200 miles of railway, which will occupy 2½ years in execution. The Press, too, particularly "The Age" triumphantly expressed its conviction that Victoria has an immediate necessity for money. The ways of the Colonial Treasurer are a paradox. He lacked the courage to go before the House and tell them the true state of the finances, and his policy was simply to make the money by a fine array of figures, which he allowed to prove his case. In the present day, it is admitted that at the proper time, when they would have been able to carry the loan without difficulty, the Colonial Government had laid the question by, and now the loan is in the market.	[927, 516, 1098, 1526]
telegram-dateline: AUCKLAND, This Day.	[651, 59, 733, 67]
table-cell: 43	[820, 129, 846, 138]
column-3	[375, 26, 557, 2287]
loan-limited: (LIMITED).	[79, 1251, 122, 1261]
good-story-heading: A GOOD STORY.	[411, 1542, 519, 1552]
cablegrams-sub-2: BY ELECTRIC TELEGRAPH.—(COPYRIGHT.)	[754, 289, 906, 298]
telegram-dateline: DUNEDIN, This Day.	[657, 479, 733, 488]
table-cell: 146	[897, 111, 915, 120]
telegram-dateline: BLENHEIM, This Day.	[651, 403, 733, 412]
birth-heading: BIRTH.	[253, 268, 313, 280]
table-cell: 50pts	[845, 111, 871, 120]
divider	[391, 1536, 540, 1537]
table-cell: 143	[897, 147, 915, 156]
mail-notice-paragraph: For the United Kingdom, Continent of Europe, Asia, Africa, and North and South America, via San Francisco, also the Sandwich Islands, on Friday, 23rd Feb., at 2 p.m. Money orders may be obtained and letters registered until 5 p.m. same day. This mail will be due in London on the 9th April, 1883.	[16, 220, 186, 279]
table-cell: 7.6	[165, 54, 186, 63]
table-cell: 4.57	[139, 63, 165, 72]
witty-body: MR WITTY has several stations and Farms in the Waiapu County in his hands for Sale, and having just finished a personal inspection of the whole of the County, as Assessor for Poverty Bay Valuations, will be able to give intending purchasers of land in this District, any information they may require. 338	[198, 94, 368, 167]
table-cell: 10.12	[111, 54, 139, 63]
table-cell: 31 Wednesday	[16, 63, 80, 72]
goodson-address: GOODSON'S LONDON ARCADE, GISBORNE.	[37, 987, 164, 1006]
cablegram-body: It has transpired that M. Ferry has been summoned by President Grevy to undertake the formation of a New Ministry. M. Ferry has declined the task of forming a New Ministry.	[745, 311, 915, 357]
loan-agent-role: Agent, Gisborne.	[127, 1392, 186, 1401]
divider	[198, 373, 367, 376]
goodson-addresses	[16, 963, 185, 1015]
table-cell: 11.34	[111, 72, 139, 81]
high-water-header: Morn.	[80, 45, 111, 54]
rifle-thanks: We have to congratulate the prize-takers, and also to thank Captain Winter for his courtesy in supplying us with the figures mentioned above.	[745, 214, 915, 252]
table-cell: Bands Taylor	[745, 120, 819, 129]
capital-value: £3,000,000.	[141, 1280, 186, 1290]
forbes-lecture-subtitle: THE INNER LIFE OF A WAR CORRESPONDENT.	[382, 62, 549, 70]
cablegram-body: M. Giers, the Russian Minister of Foreign Affairs, who has been on a visit to this city, has started on his return to St. Petersburg.	[745, 604, 915, 633]
newspaper-columns	[10, 26, 1104, 2286]
table-cell: 4.55	[139, 54, 165, 63]
table-cell: 11.07	[80, 72, 111, 81]
divider	[391, 1950, 540, 1951]
australian-dateline: MELBOURNE, Jan. 30.	[648, 1270, 733, 1279]
court-body: THELWALL AND CO. v. H. HASSE. Claim £7 14s 6d. Mr Kenny for plaintiffs. Judgment by default for £7 14s 6d and costs. G. JOHNSTON v. EDWARD WALKER. Claim £4 4s, for goods supplied. Mr Kenny appeared for plaintiff, and called Mr G. Dirvey, who proved that £9 had been paid into Court, without the costs. Judgment was given for plaintiff for 4s, costs of Court 12s, and solicitors' fee £1 1s. J. MCKENZIE v. W. HARVEY. Claim £13 17s 7d, for account agreed upon with interest. Judgment for plaintiff for full amount, and costs, £1 4s; counsel's fee, £1 1s. J. PARKER v. M. G. NASMITH. Claim £1 2s 9d, for "Herald" newspaper delivered. The plaintiff stated that one of the runners had left the "Herald" newspaper at the defendant's business premises in the Gladstone Road, and the claim was for nine months' subscription at 7s 6d per quarter, from April 22nd 1882, to Jan. 23rd, 1883, amounting to £1 2s 6d. It was perfectly true that the papers had been left at defendant's business premises, and he (plaintiff) had never been told to discontinue leaving it. The plaintiff then called the lad who delivered the "Herald" regularly at the defendant's place of business. The boy stated that he had left the paper regularly, and had never been told to discontinue doing so. This was all the evidence for the plaintiff. The defendant, M. G. Nasmith, was then sworn, and deposed that he had never authorised the paper ("Herald") to be left at his business premises. When he (defendant) took the "Herald" after he had ordered its discontinuance he or his brother had always paid cash for it either when it was delivered or at the end of the week. He could not say whether the paper had been left at his premises or not. He knew that his brother had on several occasions paid for the paper. There was a subscription of twelve months alleged to be due, but he distinctly denied it. Kenneth Nasmith stated that he had paid the boy who ran the "Herald" on several occasions, but as his brother wished him to take the STANDARD and discontinue the "Herald" he had not paid anything since. In answer to the Bench the plaintiff said "The defendant never authorized either myself or the boy to leave the "Herald"." After a short consultation the bench gave judgment for the defendant with costs.	[745, 756, 915, 1248]
divider	[608, 1677, 687, 1678]
table-cell: 30 Tuesday	[16, 54, 80, 63]
goodson-address: GOODSONS LONDON ARCADE, AUCKLAND.	[38, 962, 163, 980]
telegrams-list	[563, 59, 732, 999]
goodson-paragraph: Just Received—A consignment of WATERBURY WATCHES, at 25s, as before advertised, those brought out a lower price.	[16, 613, 186, 639]
table-cell: 48	[871, 138, 897, 147]
australian-body: The total of the second innings of the Englishmen yesterday was 122, not 103, as telegraphed; extras, 3. The individual scores are correct as sent. The Australians require to make 153 in the second innings to win the match.	[562, 1173, 733, 1229]
newspaper-nameplate: Poverty Bay Standard.	[210, 381, 356, 431]
leader-paragraph: The following are the names and sentences of the prisoners who were recently sent from Napier, to be detained at Mount Cook, Wellington, during the remainder of their respective terms:—Alexander Chase, convicted of forgery, two years' imprisonment; Tumati Tapara, manslaughter, seven years; Antoine Martin, horse-stealing, three years; James Conway, horse-stealing, two years; Harenia, forgery, one year; Pirere te Whatanui, horse stealing, prison breaking, and larceny, three years.	[198, 1203, 368, 1313]
loan-capital-row	[16, 1281, 185, 1290]
table-row	[745, 138, 914, 147]
loan-body: THE COMPANY MAKES ADVANCES on Produce, on the Stations and Stocks and Freeholders, and on the growing clips of Wool, and receives the consignment of Wool, Grain, Tallow, Leather, Hides, Skins, Horns, Preserved Meats, Wheat, Cotton, Kauri Gum, &c., &c., for local sale, or for shipment to any of the Colonial, American, or English Markets.	[16, 1298, 186, 1365]
